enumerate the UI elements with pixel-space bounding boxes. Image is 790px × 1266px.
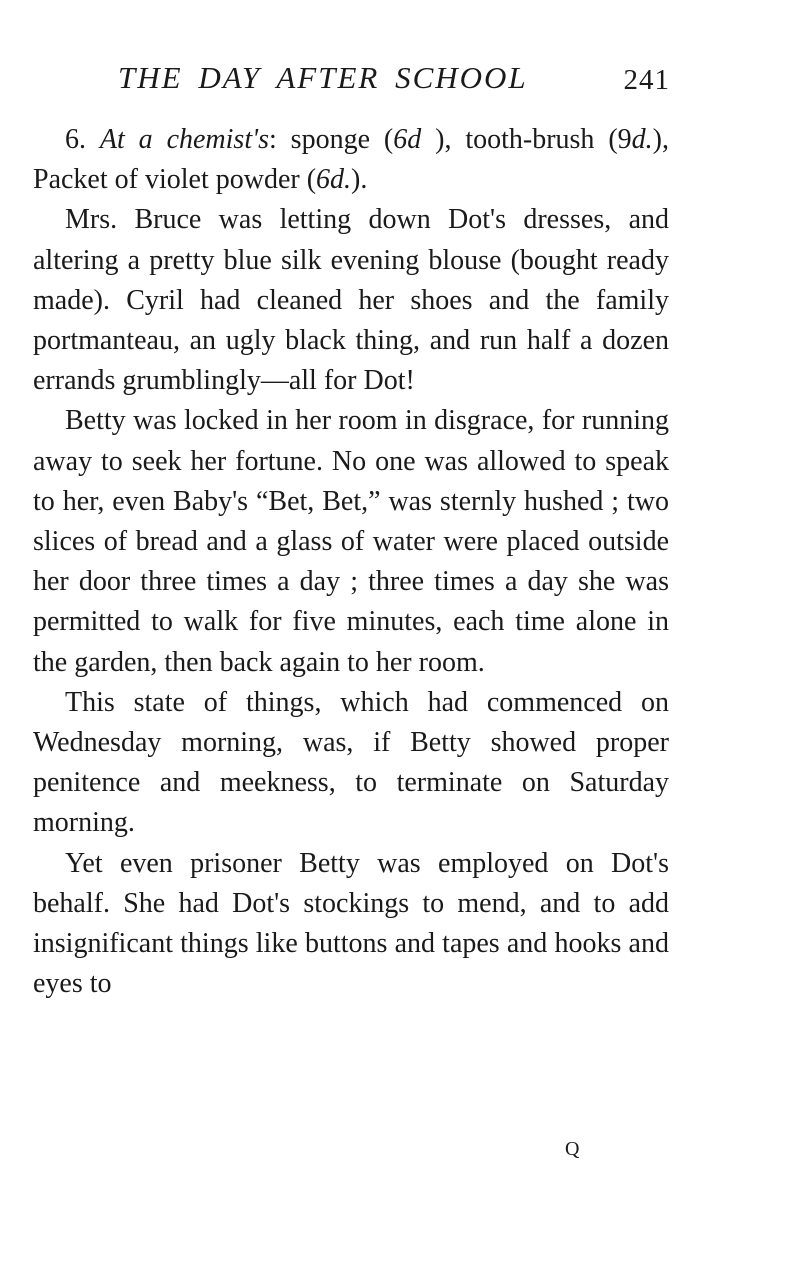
signature-mark: Q [565, 1138, 580, 1160]
text-segment: ), Packet of violet powder ( [33, 124, 669, 196]
text-segment: ), tooth-brush (9 [421, 124, 632, 155]
running-title: THE DAY AFTER SCHOOL [118, 60, 528, 95]
text-segment: Yet even prisoner Betty was employed on Dot's behalf. She had Dot's stockings to mend, and to add insignificant things like buttons and tapes and hooks and eyes to [33, 847, 669, 1000]
text-segment-italic: d. [631, 124, 653, 155]
text-segment: : sponge ( [269, 124, 394, 155]
text-segment-italic: 6d [393, 124, 422, 155]
paragraph-2 [33, 200, 669, 401]
paragraph-5 [33, 844, 669, 1005]
text-segment-italic: 6d. [316, 164, 352, 196]
text-segment: This state of things, which had commenced on Wednesday morning, was, if Betty showed proper penitence and meekness, to terminate on Saturday morning. [33, 686, 669, 839]
text-segment-italic: At a chemist's [99, 124, 269, 155]
paragraph-3 [33, 401, 669, 682]
paragraph-4 [33, 683, 669, 844]
body-text [33, 120, 669, 1004]
text-segment: Betty was locked in her room in disgrace, for running away to seek her fortune. No one was allowed to speak to her, even Baby's “Bet, Bet,” was sternly hushed ; two slices of bread and a glass of water were placed outside her door three times a day ; three times a day she was permitted to walk for five minutes, each time alone in the garden, then back again to her room. [33, 405, 669, 678]
paragraph-1 [33, 120, 669, 200]
text-segment: 6. [65, 124, 100, 155]
text-segment: Mrs. Bruce was letting down Dot's dresses, and altering a pretty blue silk evening blouse (bought ready made). Cyril had cleaned her shoes and the family portmanteau, an ugly black thing, and run half a dozen errands grumblingly—all for Dot! [33, 204, 669, 397]
page-number: 241 [623, 64, 670, 96]
running-head [110, 58, 670, 98]
text-segment: ). [351, 164, 368, 196]
